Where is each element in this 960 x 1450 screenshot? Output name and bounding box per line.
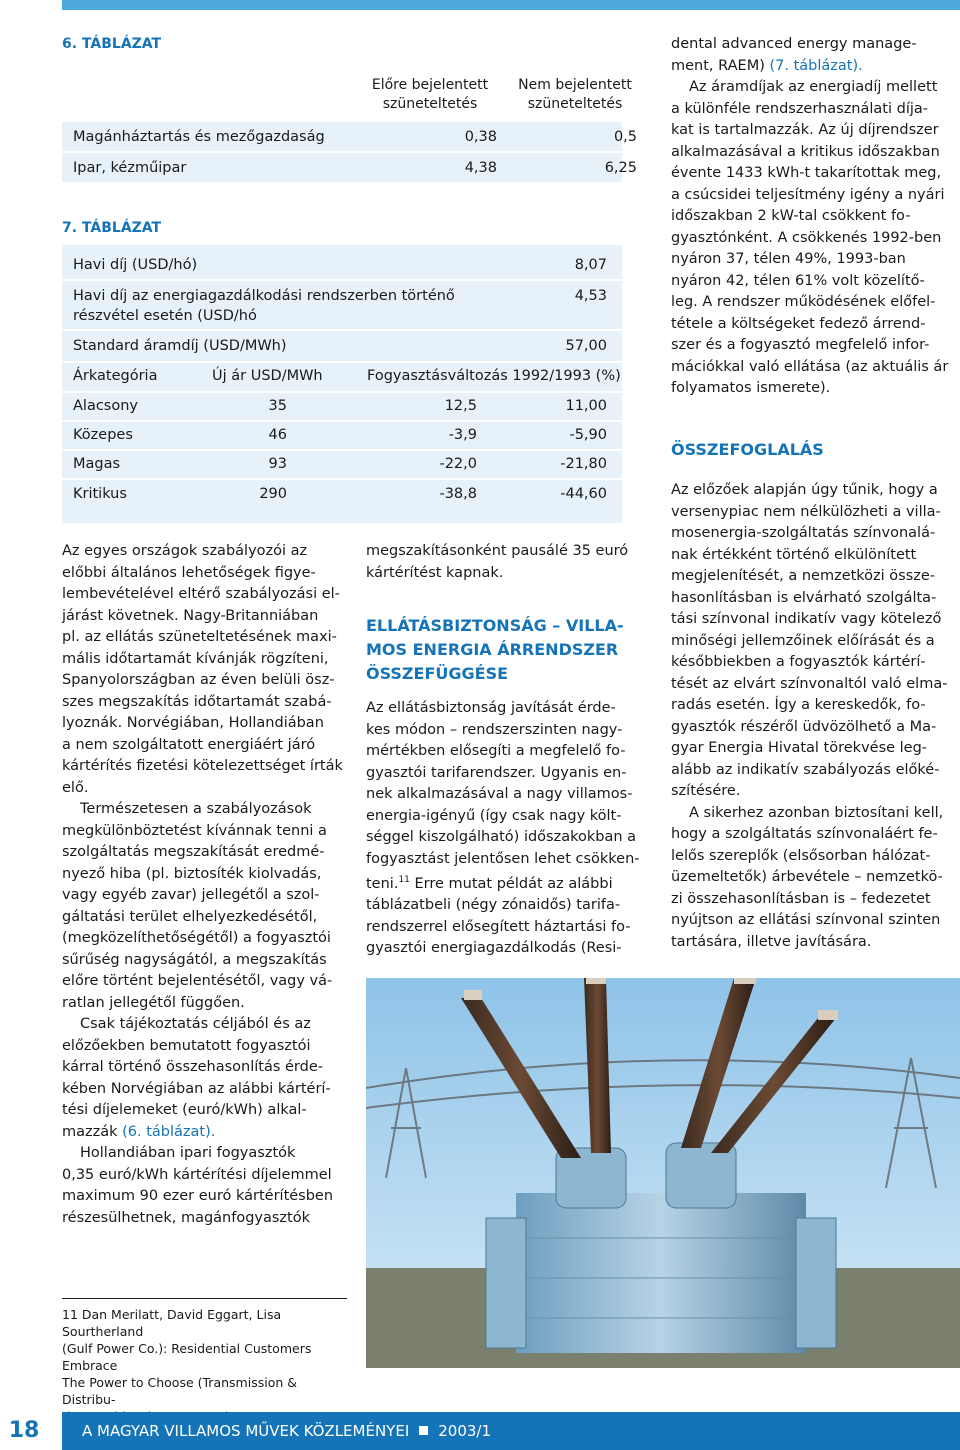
text-line: energia-igényű (így csak nagy költ- [366,807,622,824]
header-price: Új ár USD/MWh [212,368,323,384]
table-row [62,122,637,152]
text-line: a nem szolgáltatott energiáért járó [62,736,316,753]
text-line: Természetesen a szabályozások [80,801,312,817]
header-rule [62,0,960,10]
cell-price: 46 [268,427,287,443]
text-line: lelős szereplők (elsősorban hálózat- [671,847,931,864]
text-line: Hollandiában ipari fogyasztók [80,1145,296,1161]
table6-head-col3-line1: Nem bejelentett [518,77,632,93]
header-category: Árkategória [73,368,158,384]
footnote-marker: 11 [398,875,410,885]
square-separator-icon [419,1426,428,1435]
cell-1992: -22,0 [439,456,477,472]
cell-price: 93 [268,456,287,472]
divider [62,420,622,422]
heading-line: ELLÁTÁSBIZTONSÁG – VILLA- [366,616,624,635]
text-line: kártérítést kapnak. [366,564,504,581]
header-change: Fogyasztásváltozás 1992/1993 (%) [367,368,621,384]
cell-category: Kritikus [73,486,127,502]
text-line: 0,35 euró/kWh kártérítési díjelemmel [62,1166,332,1183]
text-line: sűrűség nagyságától, a megszakítás [62,951,327,968]
text-line: hogy a szolgáltatás színvonaláért fe- [671,826,938,842]
text-line: nyáron 42, télen 61% volt közelítő- [671,272,925,289]
cell-1992: -3,9 [448,427,477,443]
text-line: tétele a költségeket fedező árrend- [671,315,926,332]
text-line: megkülönböztetést kívánnak tenni a [62,822,327,839]
table6-head-col2 [350,76,510,114]
text-line: tási színvonal indikatív vagy kötelező [671,611,942,627]
text-line: gyasztói energiagazdálkodás (Resi- [366,940,622,957]
text-line: kat is tartalmazzák. Az új díjrendszer [671,122,939,138]
text-line: Az ellátásbiztonság javítását érde- [366,700,616,716]
text-line: szolgáltatás megszakítását eredmé- [62,844,325,860]
text-line: előbbi általános lehetőségek figye- [62,564,316,581]
text-line: szítésére. [671,783,741,799]
text-line: a csúcsidei teljesítmény igény a nyári [671,186,945,203]
row-label: Ipar, kézműipar [73,160,187,176]
text-line: táblázatbeli (négy zónaidős) tarifa- [366,897,621,914]
table6-label: 6. TÁBLÁZAT [62,36,162,52]
cell-category: Magas [73,456,121,472]
text-line: alkalmazásával a kritikus időszakban [671,143,940,160]
row-value: 4,38 [464,160,497,176]
text-line: nyáron 37, télen 49%, 1993-ban [671,251,906,267]
table-row [62,153,637,183]
text-line: megszakításonként pausálé 35 euró [366,543,629,559]
text-line: Erre mutat példát az alábbi [409,875,613,892]
table6-head-col3-line2: szüneteltetés [527,96,623,112]
row-value: 8,07 [574,257,607,273]
text-line: versenypiac nem nélkülözheti a villa- [671,503,941,520]
table6-head-col2-line1: Előre bejelentett [371,77,489,93]
cell-price: 290 [259,486,287,502]
text-line: teni.$^{11}$ Erre mutat példát az alábbi [366,875,613,892]
text-line: (megközelíthetőségétől) a fogyasztói [62,930,331,946]
text-line: minőségi jellemzőinek előírását és a [671,632,935,649]
text-line: gyasztói tarifarendszer. Ugyanis en- [366,764,627,781]
text-line: előzőekben bemutatott fogyasztói [62,1037,311,1054]
row-label: Magánháztartás és mezőgazdaság [73,129,325,145]
text-line: hasonlításban is elvárható szolgálta- [671,589,937,606]
row-value: 57,00 [565,338,607,354]
text-line: The Power to Choose (Transmission & Distribu- [62,1375,297,1407]
journal-title: A MAGYAR VILLAMOS MŰVEK KÖZLEMÉNYEI [82,1422,410,1440]
cell-1992: 12,5 [444,398,477,414]
text-line: nyező hiba (pl. biztosíték kiolvadás, [62,865,322,882]
table-reference: (7. táblázat). [764,57,863,74]
text-line: gyasztók részéről üdvözölhető a Ma- [671,718,937,735]
row-value: 0,38 [464,129,497,145]
text-line: rendszerrel elősegített háztartási fo- [366,918,631,935]
text-line: tartására, illetve javítására. [671,933,872,950]
footnote-divider [62,1298,347,1299]
text-line: Spanyolországban az éven belüli ösz- [62,672,335,688]
text-line: pl. az ellátás szüneteltetésének maxi- [62,629,337,645]
text-line: tését az elvárt színvonaltól való elma- [671,675,948,692]
heading-line: MOS ENERGIA ÁRRENDSZER [366,640,619,659]
text-line: kárral történő összehasonlítás érde- [62,1059,323,1075]
text-line: elő. [62,779,89,796]
text-line: dental advanced energy manage- [671,36,917,52]
journal-issue: 2003/1 [438,1422,492,1440]
cell-1993: -44,60 [560,486,607,502]
text-line: gyar Energia Hivatal törekvése leg- [671,740,928,756]
text-line: 11 Dan Merilatt, David Eggart, Lisa Sourtherland [62,1307,282,1339]
footnote [62,1306,347,1425]
row-label-line2: részvétel esetén (USD/hó [73,308,257,324]
table-reference: (6. táblázat). [117,1123,216,1140]
text-line: gáltatási terület elhelyezkedésétől, [62,908,318,925]
text-line: vagy egyéb zavar) jellegétől a szol- [62,887,320,903]
row-value: 0,5 [613,129,637,145]
divider [62,329,622,331]
text-line: évente 1433 kWh-t takarítottak meg, [671,165,942,181]
row-value: 4,53 [574,288,607,304]
cell-category: Alacsony [73,398,139,414]
divider [62,391,622,393]
transformer-photo [366,978,960,1368]
text-line: radás esetén. Így a kereskedők, fo- [671,697,926,713]
text-line: mációkkal való ellátása (az aktuális ár [671,358,949,375]
page-number: 18 [8,1418,40,1443]
text-line: gyasztónként. A csökkenés 1992-ben [671,229,942,246]
text-line: járást követnek. Nagy-Britanniában [62,607,319,624]
column-3-summary-text [671,480,954,953]
text-line: mértékben elősegíti a megfelelő fo- [366,743,626,759]
text-line: (Gulf Power Co.): Residential Customers Embrace [62,1341,312,1373]
text-line: kében Norvégiában az alábbi kártérí- [62,1080,331,1097]
text-line: nek alkalmazásával a nagy villamos- [366,786,633,802]
text-line: kes módon – rendszerszinten nagy- [366,721,623,738]
text-line: lembevételével eltérő szabályozási el- [62,586,340,602]
table6-body [62,122,637,182]
column-2-text [366,698,650,960]
text-line: mális időtartamát kívánják rögzíteni, [62,650,329,667]
table6-head-col3 [505,76,645,114]
cell-1992: -38,8 [439,486,477,502]
section-heading-summary: ÖSSZEFOGLALÁS [671,440,824,459]
divider [62,361,622,363]
text-line: alább az indikatív szabályozás előké- [671,761,940,778]
text-line: megjelenítését, a nemzetközi össze- [671,568,936,584]
text-line: mosenergia-szolgáltatás színvonalá- [671,525,936,541]
column-2-intro [366,541,650,584]
text-line: zi összehasonlításban is – fedezetet [671,890,931,907]
text-line: fogyasztást jelentősen lehet csökken- [366,850,640,867]
cell-price: 35 [268,398,287,414]
table6-head-col2-line2: szüneteltetés [382,96,478,112]
cell-1993: 11,00 [565,398,607,414]
text-line: szer és a fogyasztó megfelelő infor- [671,337,930,353]
divider [62,449,622,451]
table7-label: 7. TÁBLÁZAT [62,220,162,236]
heading-line: ÖSSZEFÜGGÉSE [366,664,509,683]
text-line: séggel kiszolgálható) időszakokban a [366,829,637,845]
text-line: ratlan jellegétől függően. [62,994,245,1011]
row-label: Havi díj (USD/hó) [73,257,198,273]
text-line: nyújtson az ellátási színvonal szinten [671,912,941,928]
text-line: mazzák (6. táblázat). [62,1123,216,1140]
divider [62,478,622,480]
text-line: nak értékként történő elkülönített [671,546,917,563]
text-line: részesülhetnek, magánfogyasztók [62,1209,311,1226]
text-line: leg. A rendszer működésének előfel- [671,294,936,310]
text-line: maximum 90 ezer euró kártérítésben [62,1188,334,1204]
text-line: Az egyes országok szabályozói az [62,543,308,559]
divider [62,279,622,281]
footer-journal [82,1412,491,1450]
text-line: előre történt bejelentésétől, vagy vá- [62,973,333,989]
text-line: későbbiekben a fogyasztók kártérí- [671,654,926,670]
text-line: a különféle rendszerhasználati díja- [671,100,928,117]
cell-1993: -21,80 [560,456,607,472]
section-heading-supply-security [366,614,650,686]
row-label: Standard áramdíj (USD/MWh) [73,338,287,354]
column-1-text [62,541,347,1229]
text-line: szes megszakítás időtartamát szabá- [62,693,332,710]
text-line: időszakban 2 kW-tal csökkent fo- [671,208,911,224]
text-line: üzemeltetők) árbevétele – nemzetkö- [671,869,943,885]
cell-1993: -5,90 [569,427,607,443]
row-value: 6,25 [604,160,637,176]
text-line: kártérítés fizetési kötelezettséget írták [62,758,343,774]
text-line: lyoznák. Norvégiában, Hollandiában [62,715,324,731]
table7-body [62,245,622,523]
column-3-text [671,34,954,400]
text-line: A sikerhez azonban biztosítani kell, [689,804,944,821]
text-line: Az áramdíjak az energiadíj mellett [689,79,938,95]
text-line: ment, RAEM) (7. táblázat). [671,57,863,74]
text-line: tési díjelemeket (euró/kWh) alkal- [62,1102,307,1118]
cell-category: Közepes [73,427,133,443]
row-label-line1: Havi díj az energiagazdálkodási rendszerben történő [73,288,455,304]
text-line: Az előzőek alapján úgy tűnik, hogy a [671,482,938,498]
text-line: folyamatos ismerete). [671,380,831,396]
text-line: Csak tájékoztatás céljából és az [80,1016,311,1032]
